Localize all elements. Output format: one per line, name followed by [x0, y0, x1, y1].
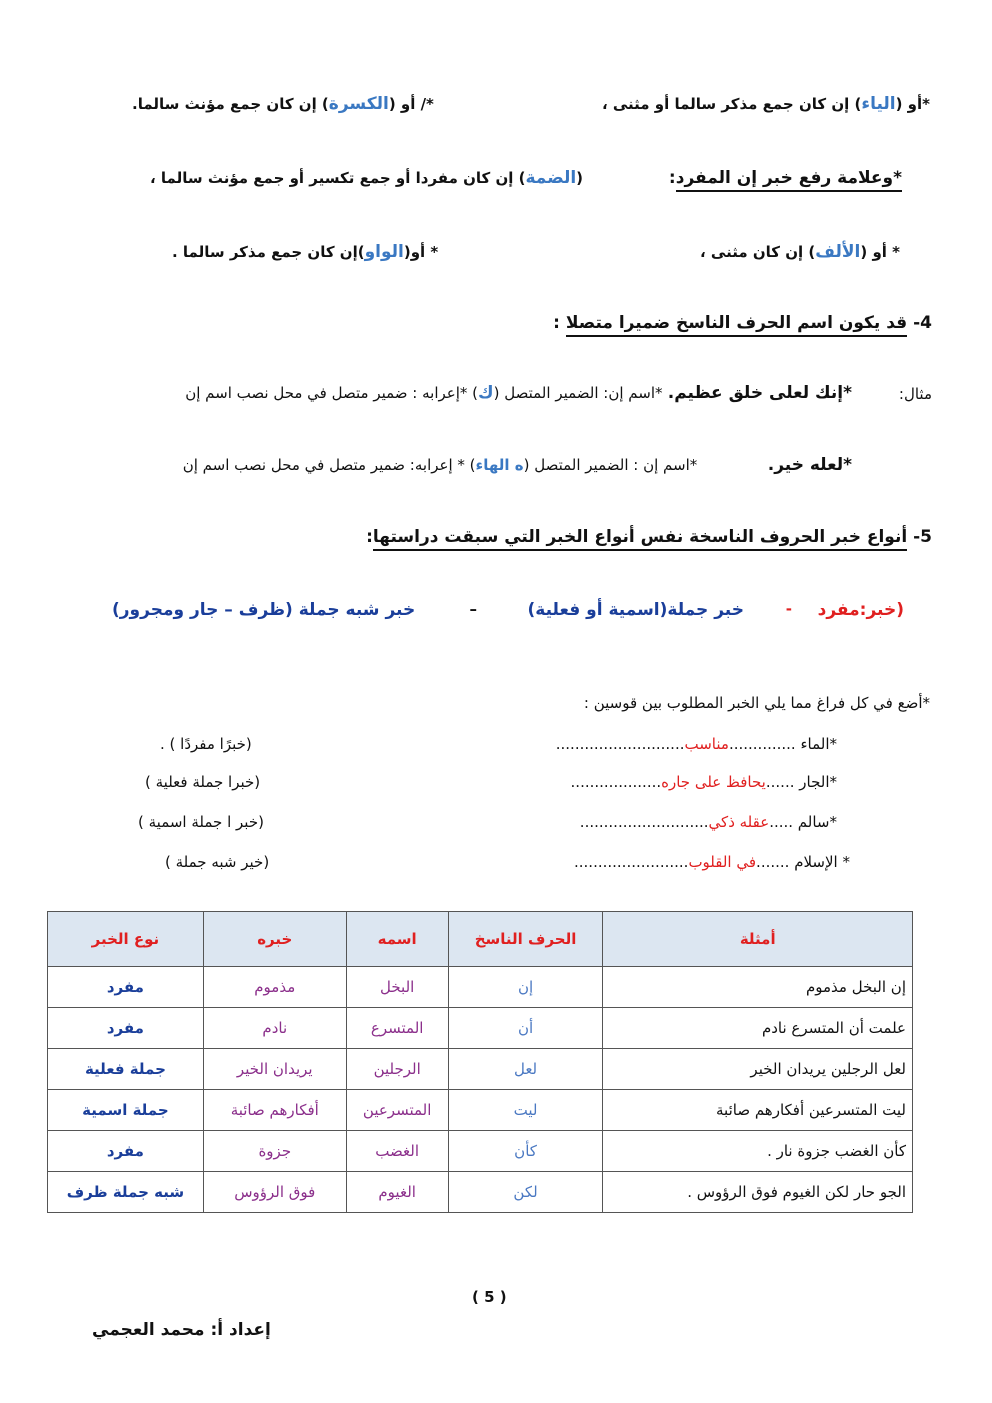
heading-5 [366, 527, 932, 547]
type-shibh-jumla: خبر شبه جملة (ظرف – جار ومجرور) [112, 600, 416, 620]
label: مثال: [898, 385, 932, 403]
text: */ أو ( [388, 95, 434, 113]
table-header-row [48, 912, 913, 967]
text: )إن كان جمع مذكر سالما . [172, 243, 365, 261]
line-1b [132, 94, 434, 114]
cell-type: جملة اسمية [48, 1090, 204, 1131]
cell-khabar: أفكارهم صائبة [203, 1090, 346, 1131]
example-1 [185, 383, 852, 403]
author-name: محمد العجمي [92, 1320, 205, 1340]
heading-number: 5- [913, 527, 932, 547]
example-2 [183, 455, 852, 475]
author [92, 1320, 271, 1340]
item-hint: (خير شبه جملة ) [165, 853, 270, 871]
text: *اسم إن: الضمير المتصل ( [493, 384, 663, 402]
cell-type: مفرد [48, 1131, 204, 1172]
pronoun-haa: ه الهاء [475, 456, 524, 474]
cell-example: ليت المتسرعين أفكارهم صائبة [603, 1090, 913, 1131]
example-sentence: *لعله خير. [767, 455, 852, 475]
highlight-alif: الألف [815, 242, 861, 262]
dots: ........................... [555, 735, 685, 753]
item-answer: في القلوب [688, 853, 757, 871]
exercise-hint [138, 813, 264, 831]
cell-example: كأن الغضب جزوة نار . [603, 1131, 913, 1172]
cell-example: لعل الرجلين يريدان الخير [603, 1049, 913, 1090]
dots: ........................... [579, 813, 709, 831]
cell-ism: الغضب [346, 1131, 448, 1172]
text: *اسم إن : الضمير المتصل ( [523, 456, 698, 474]
text: ) إن كان جمع مذكر سالما أو مثنى ، [601, 95, 862, 113]
cell-harf: ليت [448, 1090, 603, 1131]
page-number-text: ( 5 ) [472, 1288, 507, 1306]
item-prefix: *الماء .............. [728, 735, 837, 753]
separator: - [785, 600, 792, 618]
cell-example: إن البخل مذموم [603, 967, 913, 1008]
header-type: نوع الخبر [48, 912, 204, 967]
cell-type: مفرد [48, 967, 204, 1008]
text: : [668, 168, 676, 188]
type-mufrad: (خبر:مفرد [817, 600, 904, 620]
cell-ism: المتسرع [346, 1008, 448, 1049]
table-row [48, 1008, 913, 1049]
highlight-kasra: الكسرة [328, 94, 389, 114]
table-row [48, 1049, 913, 1090]
cell-type: شبه جملة ظرف [48, 1172, 204, 1213]
cell-ism: الغيوم [346, 1172, 448, 1213]
cell-type: جملة فعلية [48, 1049, 204, 1090]
heading-text: قد يكون اسم الحرف الناسخ ضميرا متصلا [566, 313, 907, 337]
text: ) * إعرابه: ضمير متصل في محل نصب اسم إن [182, 456, 476, 474]
author-label: إعداد أ: [210, 1320, 271, 1340]
separator: – [469, 600, 477, 618]
exercise-instruction [584, 694, 930, 712]
cell-type: مفرد [48, 1008, 204, 1049]
item-answer: عقله ذكي [708, 813, 770, 831]
pronoun-kaf: ك [478, 383, 494, 403]
header-harf: الحرف الناسخ [448, 912, 603, 967]
header-amthila: أمثلة [603, 912, 913, 967]
exercise-item [574, 853, 850, 871]
item-answer: يحافظ على جاره [661, 773, 766, 791]
item-hint: (خبرا جملة فعلية ) [145, 773, 261, 791]
item-prefix: *الجار ...... [765, 773, 837, 791]
header-ism: اسمه [346, 912, 448, 967]
example-label [899, 385, 932, 403]
exercise-hint [145, 773, 260, 791]
item-answer: مناسب [684, 735, 729, 753]
heading-number: 4- [913, 313, 932, 333]
highlight-damma: الضمة [525, 168, 577, 188]
text: *أو ( [895, 95, 930, 113]
cell-example: الجو حار لكن الغيوم فوق الرؤوس . [603, 1172, 913, 1213]
cell-ism: البخل [346, 967, 448, 1008]
highlight-waw: الواو [364, 242, 404, 262]
cell-khabar: مذموم [203, 967, 346, 1008]
cell-khabar: جزوة [203, 1131, 346, 1172]
cell-harf: أن [448, 1008, 603, 1049]
exercise-item [580, 813, 837, 831]
line-3 [700, 242, 900, 262]
text: ) إن كان مثنى ، [700, 243, 816, 261]
highlight-yaa: الياء [861, 94, 896, 114]
cell-harf: إن [448, 967, 603, 1008]
cell-harf: كأن [448, 1131, 603, 1172]
exercise-item [556, 735, 837, 753]
dots: ................... [570, 773, 662, 791]
text: ) إن كان مفردا أو جمع تكسير أو جمع مؤنث سالما ، [150, 169, 526, 187]
cell-example: علمت أن المتسرع نادم [603, 1008, 913, 1049]
cell-khabar: يريدان الخير [203, 1049, 346, 1090]
text: : [366, 527, 373, 547]
cell-ism: الرجلين [346, 1049, 448, 1090]
type-jumla: خبر جملة(اسمية أو فعلية) [527, 600, 744, 620]
item-prefix: * الإسلام ....... [756, 853, 850, 871]
table-row [48, 1090, 913, 1131]
line-2b [150, 168, 583, 188]
exercise-item [571, 773, 837, 791]
line-1 [602, 94, 930, 114]
types-sep-2 [470, 600, 478, 618]
page-number [472, 1288, 507, 1306]
types-line-1 [818, 600, 904, 620]
exercise-hint [160, 735, 252, 753]
item-prefix: *سالم ..... [769, 813, 837, 831]
cell-ism: المتسرعين [346, 1090, 448, 1131]
heading-text: أنواع خبر الحروف الناسخة نفس أنواع الخبر التي سبقت دراستها [373, 527, 907, 551]
line-2 [669, 168, 902, 188]
types-line-3 [112, 600, 415, 620]
line-3b [172, 242, 438, 262]
grammar-table [47, 911, 913, 1213]
types-line-2 [528, 600, 744, 620]
table-row [48, 967, 913, 1008]
cell-harf: لعل [448, 1049, 603, 1090]
cell-khabar: فوق الرؤوس [203, 1172, 346, 1213]
rule-heading: *وعلامة رفع خبر إن المفرد [676, 168, 902, 192]
dots: ........................ [574, 853, 689, 871]
heading-4 [553, 313, 932, 333]
table-row [48, 1172, 913, 1213]
item-hint: (خبرًا مفردًا ) . [160, 735, 252, 753]
text: *أضع في كل فراغ مما يلي الخبر المطلوب بين قوسين : [583, 694, 930, 712]
types-sep-1 [786, 600, 792, 618]
text: ) إن كان جمع مؤنث سالما. [132, 95, 329, 113]
text: * أو ( [860, 243, 900, 261]
table-row [48, 1131, 913, 1172]
example-sentence: *إنك لعلى خلق عظيم. [667, 383, 852, 403]
item-hint: (خبر ا جملة اسمية ) [138, 813, 264, 831]
text: ( [576, 169, 584, 187]
text: * أو( [403, 243, 439, 261]
cell-harf: لكن [448, 1172, 603, 1213]
text: ) *إعرابه : ضمير متصل في محل نصب اسم إن [185, 384, 479, 402]
exercise-hint [165, 853, 269, 871]
cell-khabar: نادم [203, 1008, 346, 1049]
header-khabar: خبره [203, 912, 346, 967]
text: : [553, 313, 566, 333]
